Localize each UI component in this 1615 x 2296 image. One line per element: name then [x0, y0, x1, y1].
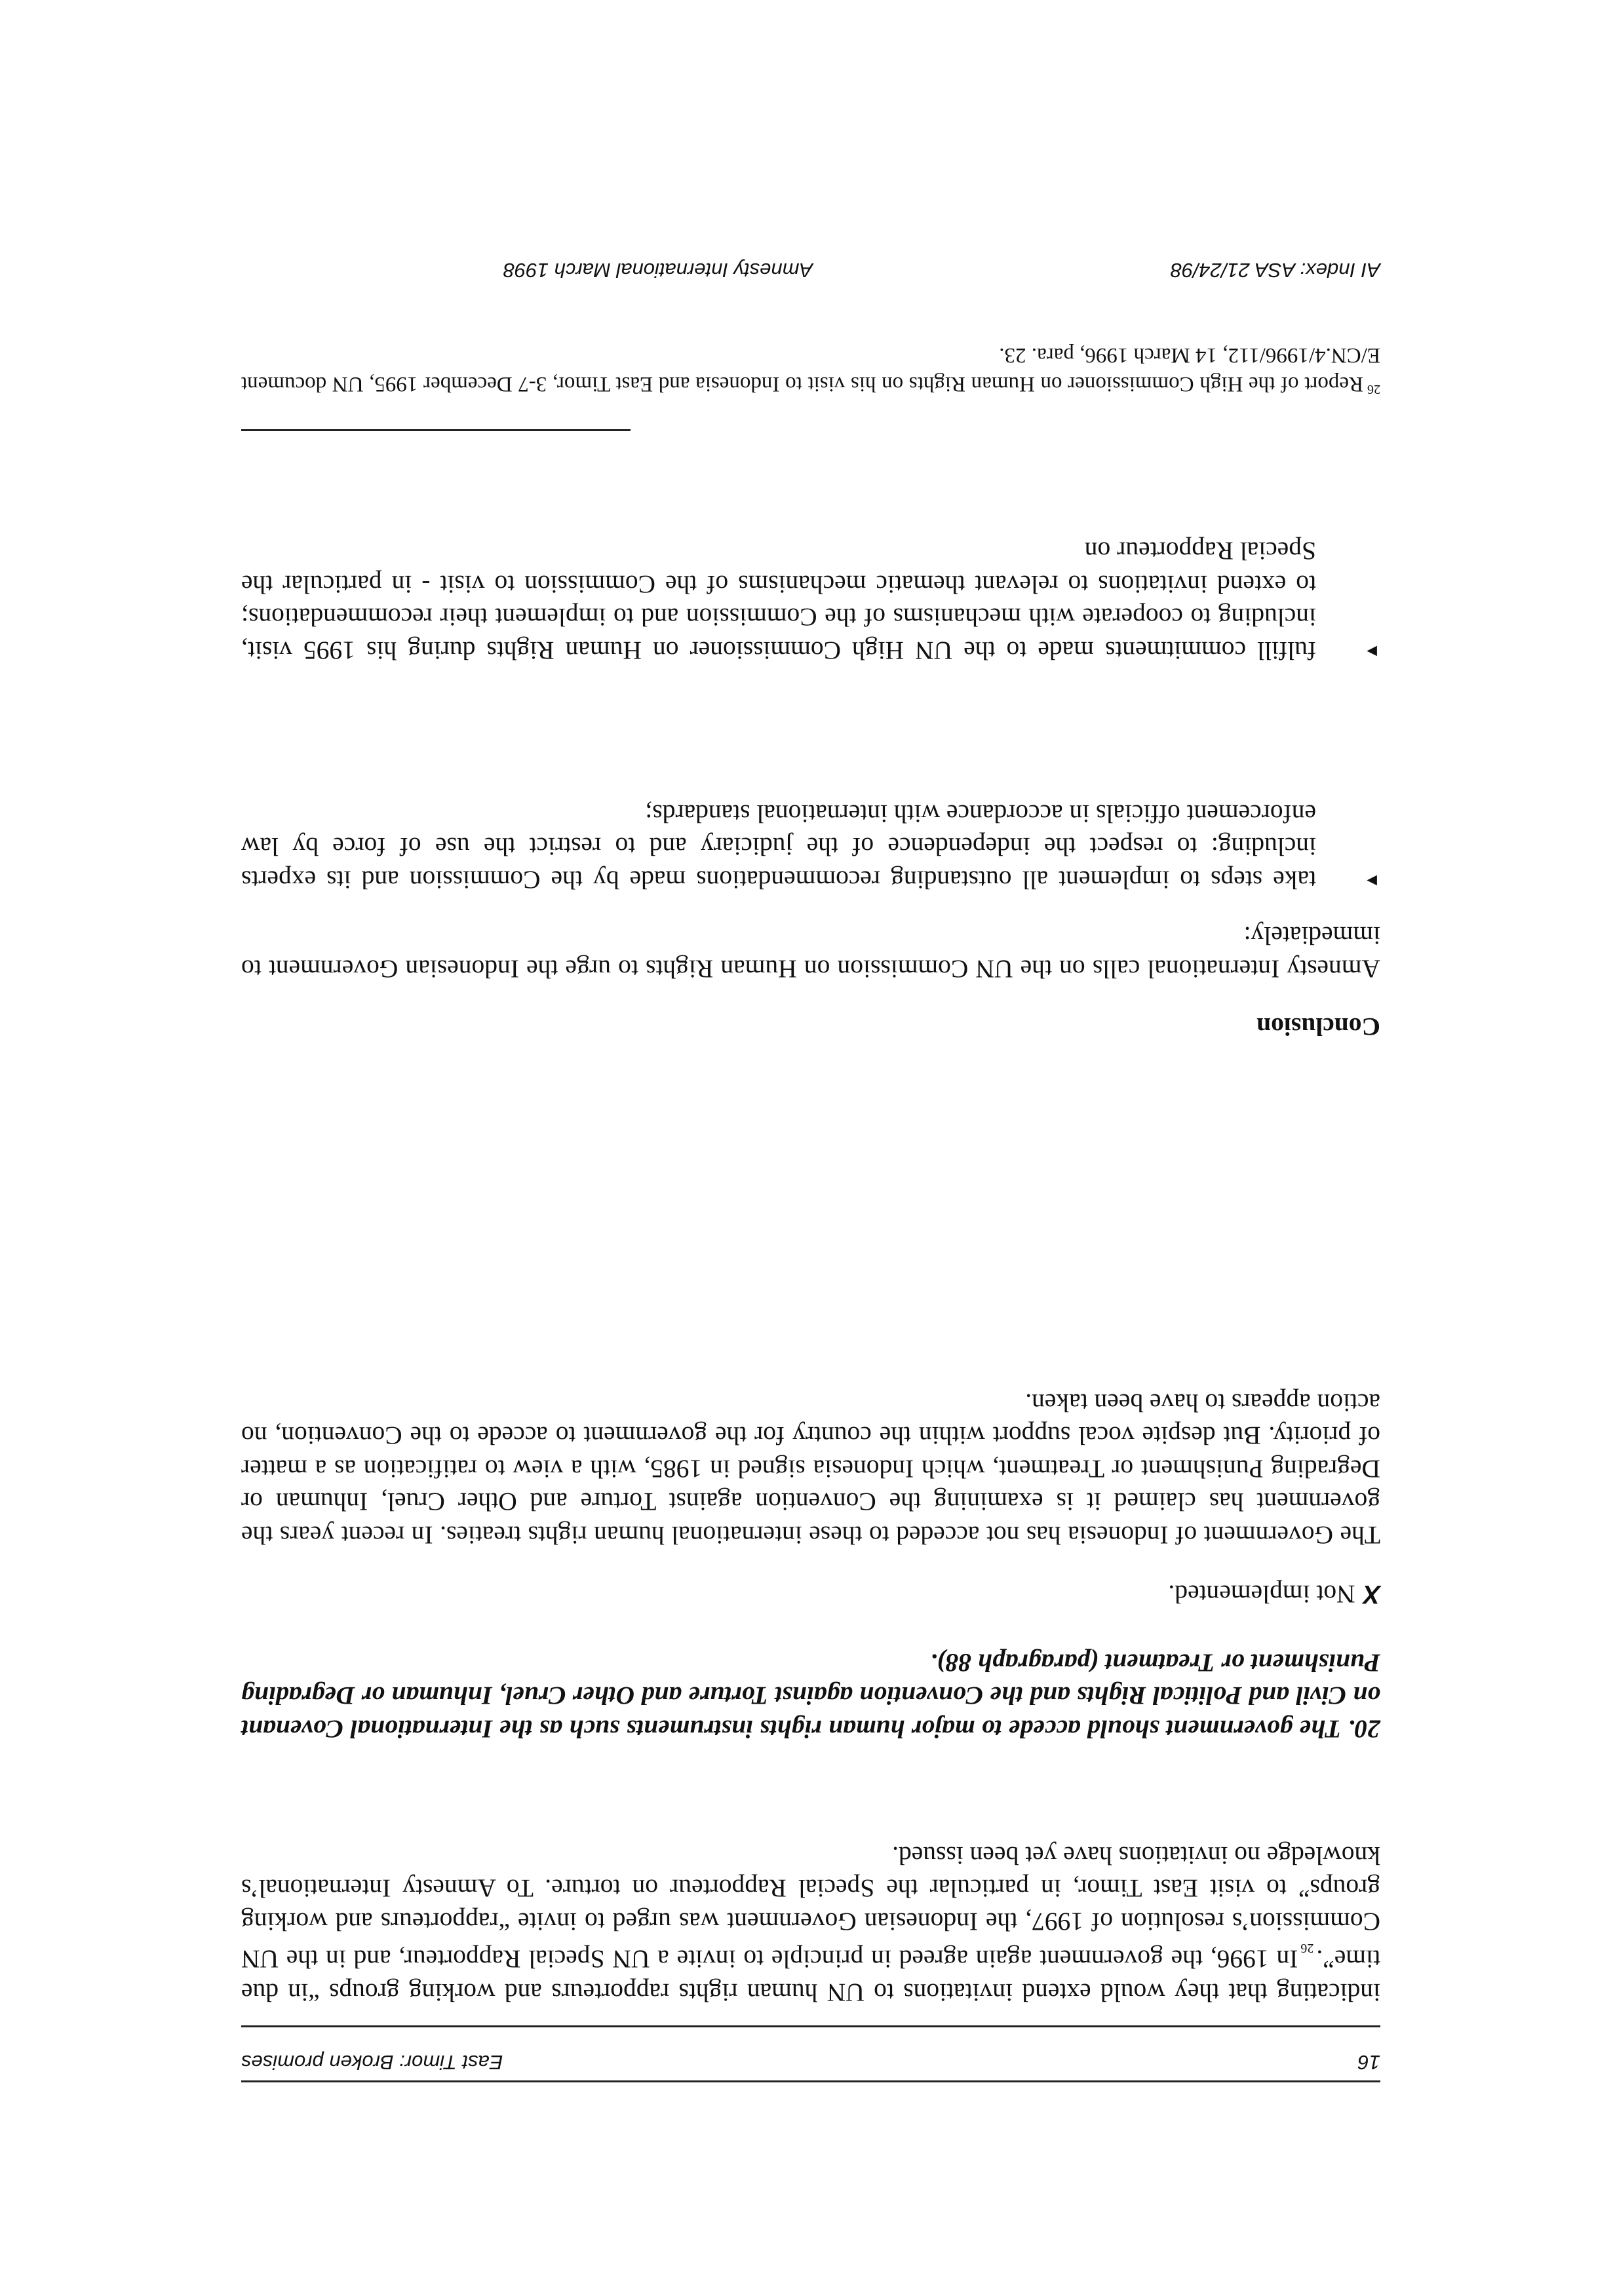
bullet-item [241, 797, 1380, 897]
conclusion-intro: Amnesty International calls on the UN Commission on Human Rights to urge the Indonesian Government to immediately: [241, 921, 1380, 984]
footnote-text: Report of the High Commissioner on Human Rights on his visit to Indonesia and East Timor, 3-7 December 1995, UN document E/CN.4/1996/112, 14 March 1996, para. 23. [241, 343, 1380, 396]
implementation-status [1168, 1578, 1380, 1611]
footnote-separator [241, 429, 631, 431]
cross-mark-icon: X [1363, 1580, 1380, 1609]
status-text: Not implemented. [1168, 1580, 1355, 1609]
header-top-rule [241, 2080, 1380, 2082]
footnote-mark: 26 [1367, 382, 1380, 396]
page-footer [241, 257, 1380, 283]
footnote-reference: 26 [1300, 1941, 1314, 1956]
invitations-paragraph-part-b: In 1996, the government again agreed in principle to invite a UN Special Rapporteur, and in the UN Commission’s resolution of 1997, the Indonesian Government was urged to invite “rapporteurs and working groups” to visit East Timor, in particular the Special Rapporteur on torture. To Amnesty International’s knowledge no invitations have yet been issued. [241, 1841, 1380, 1974]
page-number: 16 [1357, 2051, 1380, 2074]
conclusion-heading: Conclusion [1256, 1012, 1380, 1041]
bullet-text: fulfill commitments made to the UN High Commissioner on Human Rights during his 1995 visit, including to cooperate with mechanisms of the Commission and to implement their recommendations; to extend invitations to relevant thematic mechanisms of the Commission to visit - in particular the Special Rapporteur on [241, 537, 1316, 665]
page-header [241, 2049, 1380, 2075]
arrow-bullet-icon: ► [1363, 871, 1380, 890]
invitations-paragraph [241, 1839, 1380, 2010]
publisher-date: Amnesty International March 1998 [503, 259, 813, 282]
bullet-item [241, 535, 1380, 667]
ai-index: AI Index: ASA 21/24/98 [1171, 259, 1380, 282]
bullet-text: take steps to implement all outstanding recommendations made by the Commission and its experts including: to respect the independence of the judiciary and to restrict the use of force by law enforcement officials in accordance with international standards; [241, 799, 1316, 894]
arrow-bullet-icon: ► [1363, 642, 1380, 661]
footnote [241, 341, 1380, 404]
treaties-paragraph: The Government of Indonesia has not acceded to these international human rights treaties. In recent years the government has claimed it is examining the Convention against Torture and Other Cruel, Inhuman or Degrading Punishment or Treatment, which Indonesia signed in 1985, with a view to ratification as a matter of priority. But despite vocal support within the country for the government to accede to the Convention, no action appears to have been taken. [241, 1388, 1380, 1550]
header-bottom-rule [241, 2025, 1380, 2027]
document-title: East Timor: Broken promises [241, 2051, 503, 2074]
invitations-paragraph-part-a: indicating that they would extend invitations to UN human rights rapporteurs and working groups “in due time”. [241, 1945, 1380, 2007]
recommendation-heading: 20. The government should accede to major human rights instruments such as the International Covenant on Civil and Political Rights and the Convention against Torture and Other Cruel, Inhuman or Degrading Punishment or Treatment (paragraph 88). [241, 1649, 1380, 1744]
